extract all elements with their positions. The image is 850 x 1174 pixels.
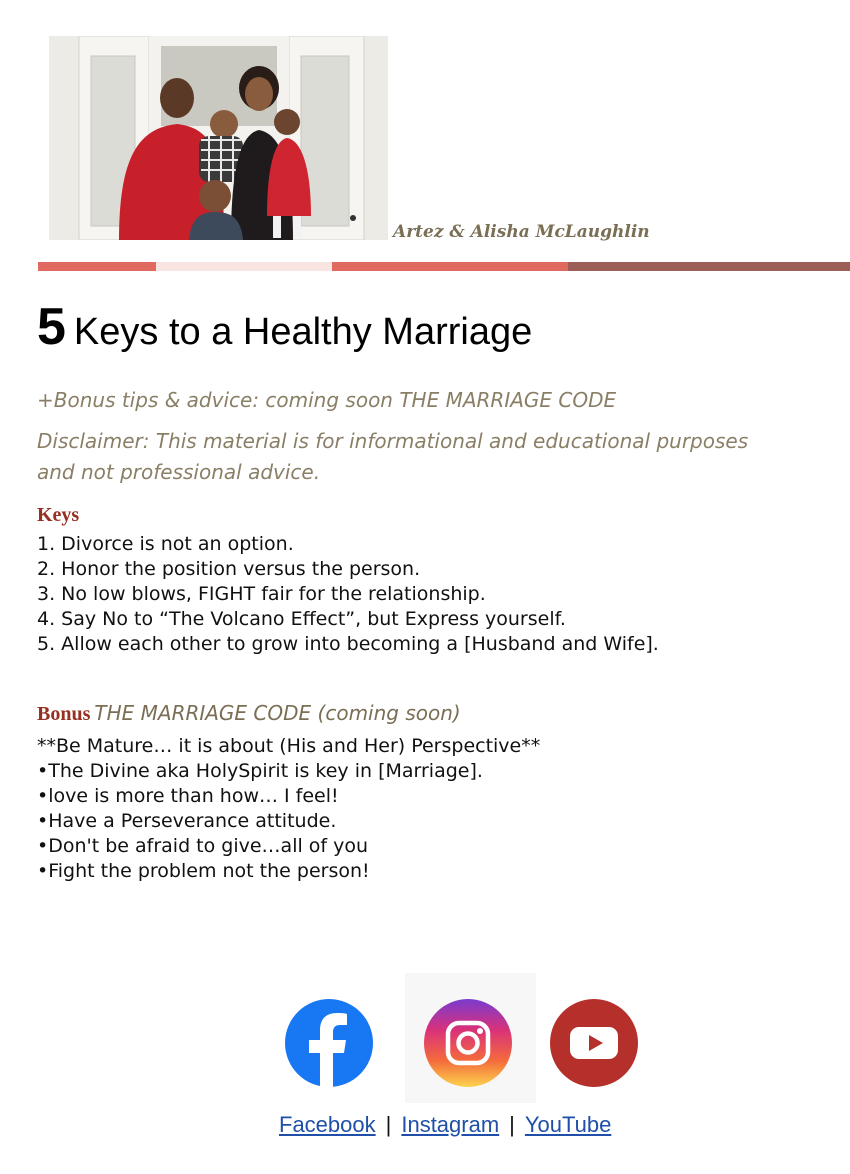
disclaimer-line-2: and not professional advice. xyxy=(37,460,321,484)
facebook-icon[interactable] xyxy=(281,995,377,1091)
list-item: 5. Allow each other to grow into becoming a [Husband and Wife]. xyxy=(37,633,659,655)
stripe-segment-brown xyxy=(568,262,850,271)
instagram-icon[interactable] xyxy=(420,995,516,1091)
keys-heading: Keys xyxy=(37,504,80,526)
facebook-link[interactable]: Facebook xyxy=(279,1112,376,1137)
link-separator: | xyxy=(385,1112,392,1137)
youtube-icon[interactable] xyxy=(546,995,642,1091)
link-separator: | xyxy=(509,1112,515,1137)
social-links xyxy=(279,1112,611,1138)
stripe-segment-pink xyxy=(156,262,332,271)
list-item: 1. Divorce is not an option. xyxy=(37,533,294,555)
title-number: 5 xyxy=(37,298,66,356)
list-item: •Fight the problem not the person! xyxy=(37,860,370,882)
bonus-heading xyxy=(37,701,461,726)
photo-caption: Artez & Alisha McLaughlin xyxy=(393,222,650,242)
stripe-segment-red xyxy=(38,262,156,271)
list-item: •Have a Perseverance attitude. xyxy=(37,810,337,832)
list-item: 2. Honor the position versus the person. xyxy=(37,558,421,580)
page-title xyxy=(37,297,532,357)
title-text: Keys to a Healthy Marriage xyxy=(73,311,533,353)
bonus-label: Bonus xyxy=(37,703,91,725)
keys-list xyxy=(37,532,659,657)
instagram-link[interactable]: Instagram xyxy=(401,1112,500,1137)
disclaimer-line-1: Disclaimer: This material is for informational and educational purposes xyxy=(37,429,749,453)
stripe-segment-red-2 xyxy=(332,262,568,271)
bonus-list xyxy=(37,734,540,884)
list-item: **Be Mature… it is about (His and Her) Perspective** xyxy=(37,735,541,757)
list-item: •Don't be afraid to give…all of you xyxy=(37,835,369,857)
bonus-subtitle: THE MARRIAGE CODE (coming soon) xyxy=(94,701,461,725)
list-item: •The Divine aka HolySpirit is key in [Marriage]. xyxy=(37,760,483,782)
family-photo-illustration xyxy=(49,36,388,240)
family-photo xyxy=(49,36,388,240)
list-item: •love is more than how… I feel! xyxy=(37,785,339,807)
list-item: 3. No low blows, FIGHT fair for the relationship. xyxy=(37,583,486,605)
bonus-tips-line: +Bonus tips & advice: coming soon THE MARRIAGE CODE xyxy=(37,388,617,412)
youtube-link[interactable]: YouTube xyxy=(524,1112,612,1137)
list-item: 4. Say No to “The Volcano Effect”, but Express yourself. xyxy=(37,608,566,630)
